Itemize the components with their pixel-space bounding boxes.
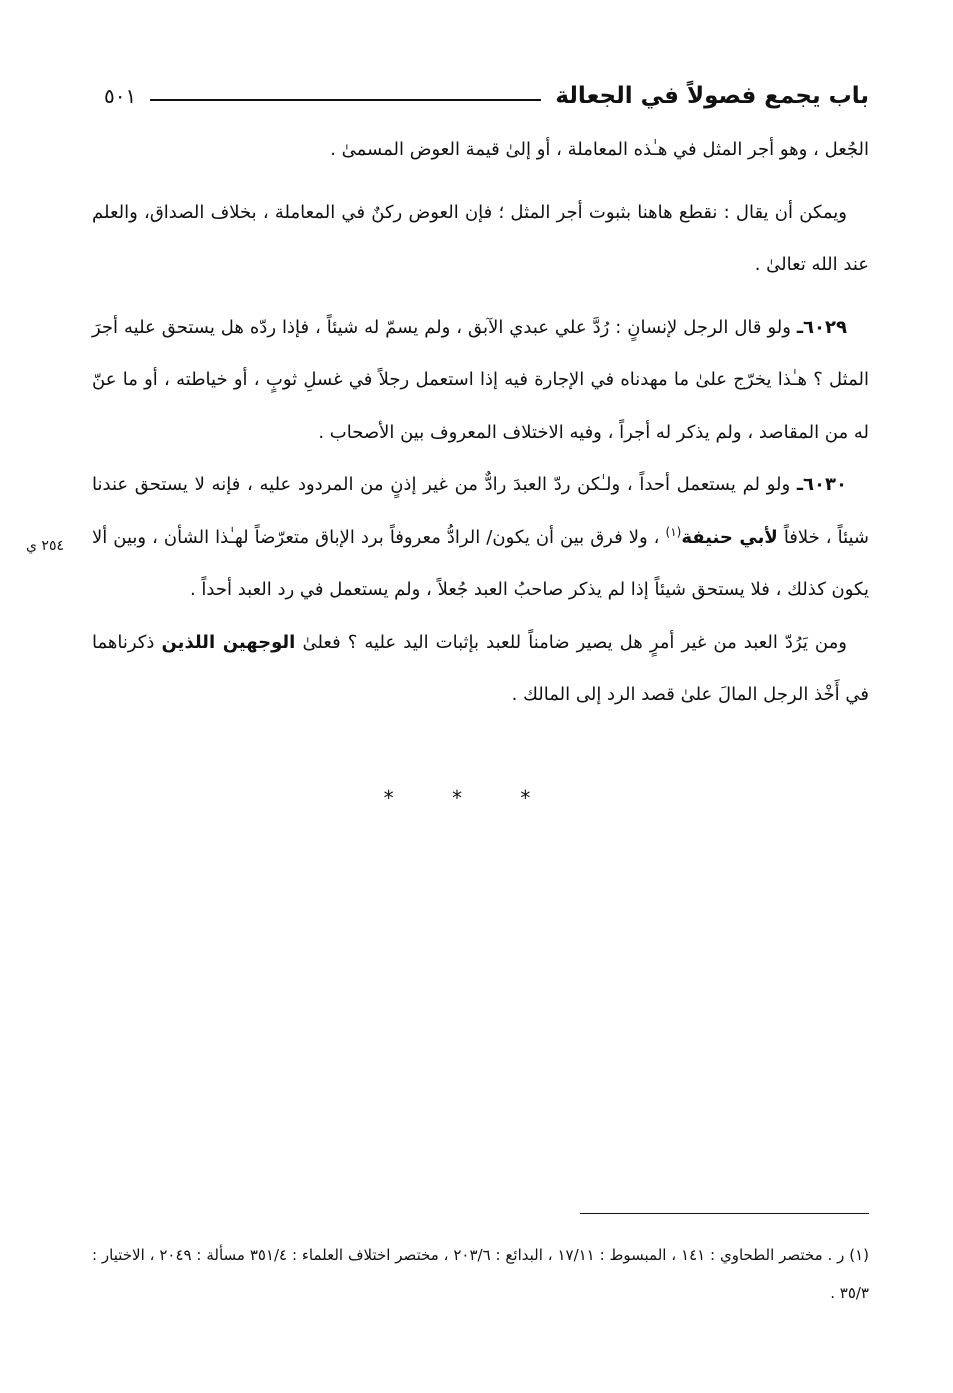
paragraph-5 (92, 617, 869, 722)
paragraph-4-bold-name: لأبي حنيفة (681, 526, 778, 548)
footnotes (92, 1236, 869, 1312)
paragraph-5-text-a: ومن يَرُدّ العبد من غير أمرٍ هل يصير ضامناً للعبد بإثبات اليد عليه ؟ فعلىٰ (302, 631, 847, 653)
paragraph-1: الجُعل ، وهو أجر المثل في هـٰذه المعاملة ، أو إلىٰ قيمة العوض المسمىٰ . (330, 139, 869, 160)
paragraph-5-bold-phrase: الوجهين اللذين (161, 631, 296, 653)
margin-manuscript-reference: ٢٥٤ ي (26, 538, 64, 554)
footnote-rule (580, 1213, 869, 1214)
paragraph-5-text-b: ذكرناهما في أَخْذ الرجل المالَ علىٰ قصد الرد إلى المالك . (92, 631, 869, 705)
issue-number-6030: ٦٠٣٠ـ (796, 474, 847, 495)
footnote-1 (92, 1236, 869, 1312)
footnote-1-marker: (١) (849, 1246, 869, 1264)
footnote-1-text: ر . مختصر الطحاوي : ١٤١ ، المبسوط : ١٧/١١ ، البدائع : ٢٠٣/٦ ، مختصر اختلاف العلماء : ٣٥١/٤ مسألة : ٢٠٤٩ ، الاختيار : ٣٥/٣ . (92, 1246, 869, 1302)
paragraph-4-text-a: ولو لم يستعمل أحداً ، ولـٰكن ردّ العبدَ رادٌّ من غير إذنٍ من المردود عليه ، فإنه لا يستحق عندنا شيئاً ، خلافاً (92, 474, 870, 548)
page-number: ٥٠١ (104, 84, 137, 108)
paragraph-3-text: ولو قال الرجل لإنسانٍ : رُدَّ علي عبدي الآبق ، ولم يسمّ له شيئاً ، فإذا ردّه هل يستحق عليه أجرَ المثل ؟ هـٰذا يخرّج علىٰ ما مهدناه في الإجارة فيه إذا استعمل رجلاً في غسلِ ثوبٍ ، أو خياطته ، أو ما عنّ له من المقاصد ، ولم يذكر له أجراً ، وفيه الاختلاف المعروف بين الأصحاب . (92, 316, 869, 443)
paragraph-4 (92, 459, 869, 617)
issue-number-6029: ٦٠٢٩ـ (796, 316, 847, 338)
header-title: باب يجمع فصولاً في الجعالة (555, 83, 869, 109)
paragraph-2: ويمكن أن يقال : نقطع هاهنا بثبوت أجر المثل ؛ فإن العوض ركنٌ في المعاملة ، بخلاف الصداق، والعلم عند الله تعالىٰ . (92, 201, 869, 275)
header-rule (150, 99, 541, 101)
running-header (104, 74, 869, 118)
main-text (92, 124, 869, 722)
paragraph-4-text-b: ، ولا فرق بين أن يكون/ الرادُّ معروفاً برد الإباق متعرّضاً لهـٰذا الشأن ، وبين ألا يكون كذلك ، فلا يستحق شيئاً إذا لم يذكر صاحبُ العبد جُعلاً ، ولم يستعمل في رد العبد أحداً . (92, 526, 869, 600)
footnote-ref-1[interactable]: (١) (665, 524, 682, 539)
paragraph-3 (92, 302, 869, 460)
section-separator: * * * (383, 786, 557, 810)
